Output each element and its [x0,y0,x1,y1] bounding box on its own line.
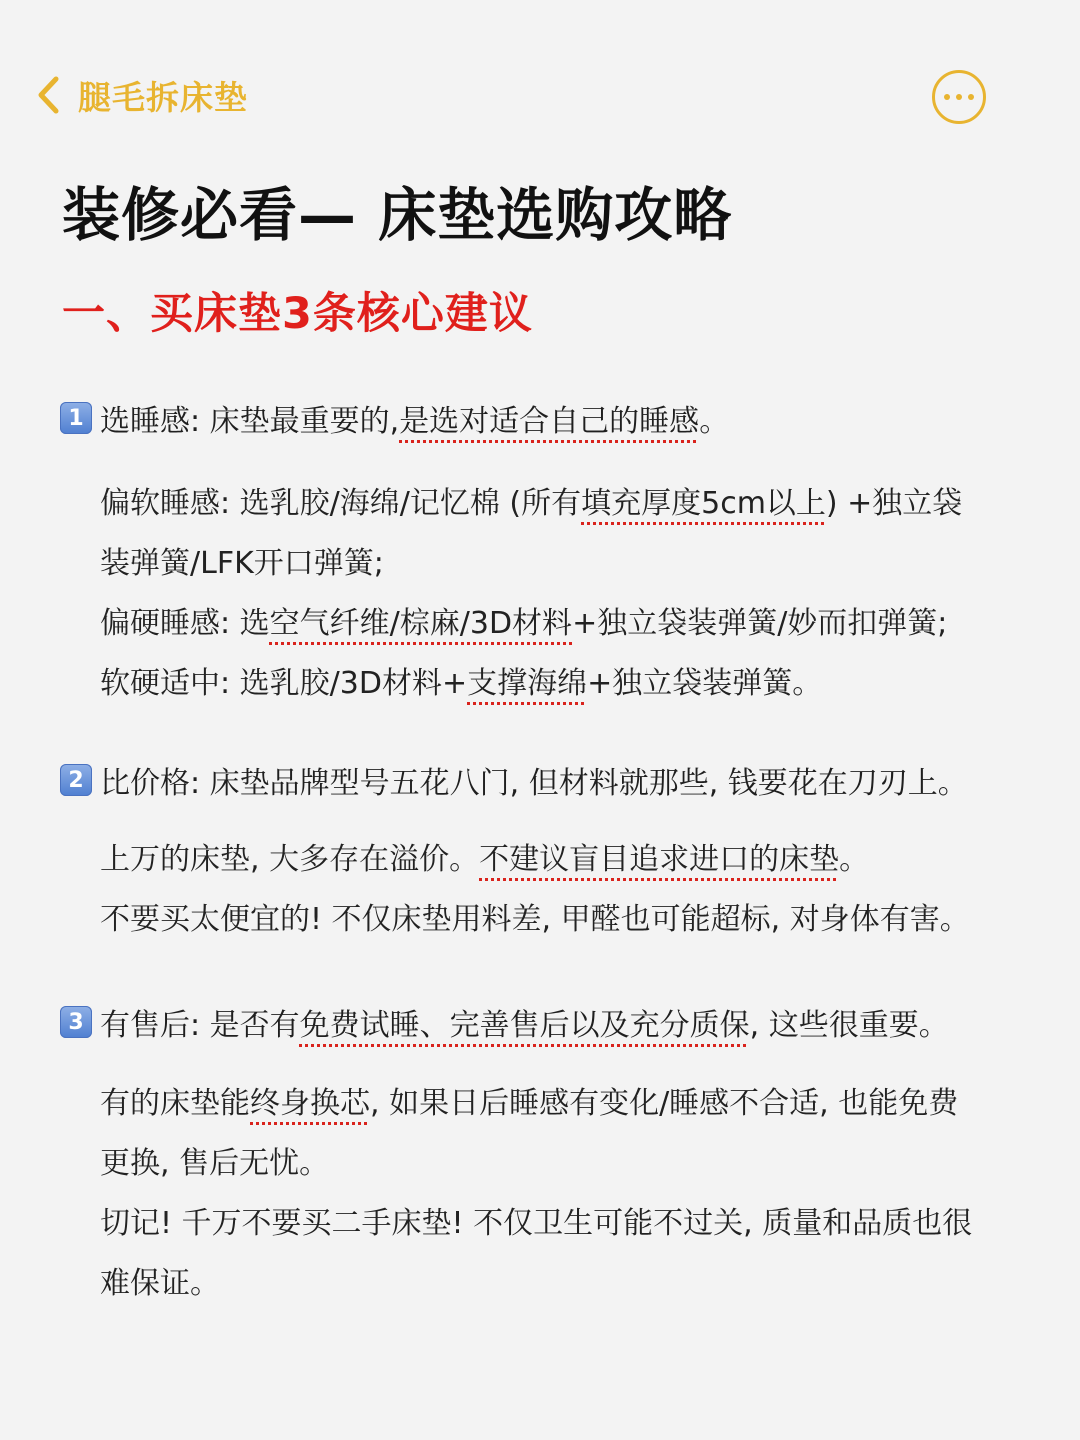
page-title: 装修必看— 床垫选购攻略 [62,181,733,249]
item-text: , 这些很重要。 [749,1008,949,1043]
line-text: 更换, 售后无忧。 [100,1146,330,1181]
item-1-line-1 [100,478,962,522]
underlined-text: 支撑海绵 [467,666,588,701]
underlined-text: 空气纤维/棕麻/3D材料 [269,606,573,641]
item-3-title [60,1000,949,1044]
more-dot [956,94,962,100]
number-2-icon: 2 [60,764,92,796]
item-1-line-3 [100,598,947,642]
item-text: 有售后: 是否有 [100,1008,300,1043]
item-text: 选睡感: 床垫最重要的, [100,404,400,439]
line-text: 有的床垫能 [100,1086,250,1121]
line-text: ) +独立袋 [825,486,963,521]
number-3-icon: 3 [60,1006,92,1038]
item-2-line-2 [100,894,970,938]
item-1-line-4 [100,658,822,702]
item-1-title [60,396,729,440]
item-text: 。 [699,404,730,439]
item-3-line-2 [100,1138,329,1182]
line-text: 切记! 千万不要买二手床垫! 不仅卫生可能不过关, 质量和品质也很 [100,1206,973,1241]
line-text: 偏硬睡感: 选 [100,606,270,641]
line-text: 软硬适中: 选乳胶/3D材料+ [100,666,468,701]
line-text: , 如果日后睡感有变化/睡感不合适, 也能免费 [370,1086,959,1121]
item-3-line-3 [100,1198,972,1242]
section-title: 一、买床垫3条核心建议 [62,289,533,339]
chevron-left-icon [36,75,60,115]
line-text: 难保证。 [100,1266,220,1301]
number-1-icon: 1 [60,402,92,434]
item-text: 比价格: 床垫品牌型号五花八门, 但材料就那些, 钱要花在刀刃上。 [100,766,968,801]
item-3-line-4 [100,1258,220,1302]
underlined-text: 不建议盲目追求进口的床垫 [479,842,840,877]
back-title: 腿毛拆床垫 [78,77,248,117]
more-button[interactable] [932,70,986,124]
line-text: 。 [839,842,870,877]
line-text: 不要买太便宜的! 不仅床垫用料差, 甲醛也可能超标, 对身体有害。 [100,902,970,937]
underlined-text: 填充厚度5cm以上 [581,486,826,521]
item-3-line-1 [100,1078,958,1122]
line-text: +独立袋装弹簧。 [587,666,823,701]
top-bar [0,0,1080,140]
item-2-title [60,758,968,802]
more-dots-icon [944,94,950,100]
more-dot [968,94,974,100]
line-text: +独立袋装弹簧/妙而扣弹簧; [572,606,948,641]
line-text: 装弹簧/LFK开口弹簧; [100,546,384,581]
line-text: 上万的床垫, 大多存在溢价。 [100,842,480,877]
underlined-text: 是选对适合自己的睡感 [399,404,700,439]
item-1-line-2 [100,538,384,582]
item-2-line-1 [100,834,869,878]
line-text: 偏软睡感: 选乳胶/海绵/记忆棉 (所有 [100,486,582,521]
back-button[interactable] [36,70,248,120]
underlined-text: 终身换芯 [250,1086,370,1121]
underlined-text: 免费试睡、完善售后以及充分质保 [299,1008,750,1043]
